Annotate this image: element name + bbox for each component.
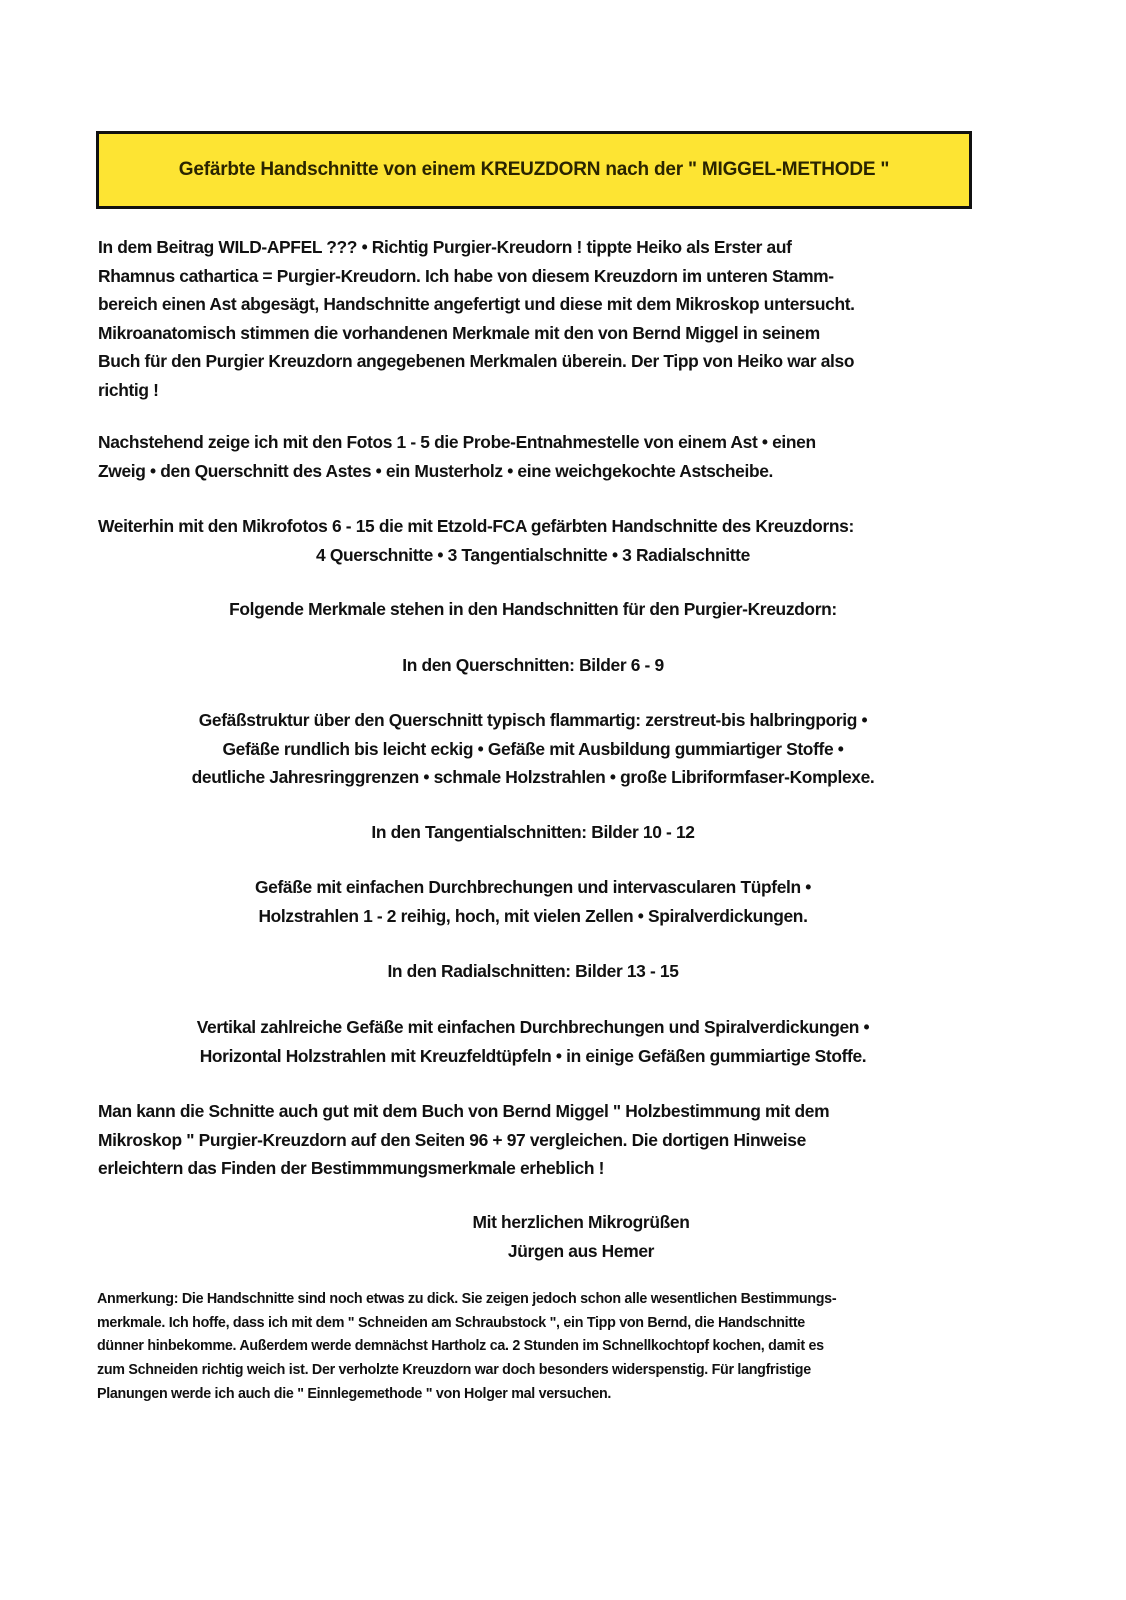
book-paragraph [98, 1097, 978, 1183]
text-line: Anmerkung: Die Handschnitte sind noch etwas zu dick. Sie zeigen jedoch schon alle wesentlichen Bestimmungs- [97, 1291, 837, 1307]
text-line: Buch für den Purgier Kreuzdorn angegebenen Merkmalen überein. Der Tipp von Heiko war also [98, 351, 855, 371]
text-line: Horizontal Holzstrahlen mit Kreuzfeldtüpfeln • in einige Gefäßen gummiartige Stoffe. [199, 1045, 867, 1066]
heading-text: In den Radialschnitten: Bilder 13 - 15 [387, 961, 679, 981]
section-lines-querschnitte [98, 706, 968, 792]
text-line: Gefäßstruktur über den Querschnitt typisch flammartig: zerstreut-bis halbringporig • [198, 710, 868, 730]
text-line: Rhamnus cathartica = Purgier-Kreudorn. Ich habe von diesem Kreuzdorn im unteren Stamm- [98, 265, 834, 286]
document-title: Gefärbte Handschnitte von einem KREUZDORN nach der " MIGGEL-METHODE " [178, 159, 890, 180]
closing [98, 1208, 1064, 1265]
text-line: bereich einen Ast abgesägt, Handschnitte angefertigt und diese mit dem Mikroskop untersucht. [98, 294, 855, 314]
heading-text: In den Querschnitten: Bilder 6 - 9 [402, 655, 664, 675]
text-line: Holzstrahlen 1 - 2 reihig, hoch, mit vielen Zellen • Spiralverdickungen. [258, 905, 808, 926]
section-heading-querschnitte [98, 651, 968, 680]
signature: Jürgen aus Hemer [507, 1240, 655, 1261]
section-lines-tangentialschnitte [98, 873, 968, 930]
microphotos-paragraph [98, 512, 978, 569]
intro-paragraph [98, 233, 978, 404]
text-line: 4 Querschnitte • 3 Tangentialschnitte • 3 Radialschnitte [316, 544, 750, 565]
photos-paragraph [98, 428, 978, 485]
note-paragraph [97, 1288, 977, 1407]
title-banner [96, 131, 972, 209]
text-line: deutliche Jahresringgrenzen • schmale Holzstrahlen • große Libriformfaser-Komplexe. [191, 767, 875, 787]
text-line: Planungen werde ich auch die " Einnlegemethode " von Holger mal versuchen. [97, 1385, 612, 1402]
text-line: Mikroanatomisch stimmen die vorhandenen Merkmale mit den von Bernd Miggel in seinem [98, 322, 820, 343]
section-lines-radialschnitte [98, 1013, 968, 1070]
text-line: Mikroskop " Purgier-Kreuzdorn auf den Seiten 96 + 97 vergleichen. Die dortigen Hinweise [98, 1129, 806, 1150]
heading-text: In den Tangentialschnitten: Bilder 10 - 12 [371, 822, 695, 842]
text-line: Zweig • den Querschnitt des Astes • ein Musterholz • eine weichgekochte Astscheibe. [98, 460, 774, 481]
text-line: dünner hinbekomme. Außerdem werde demnächst Hartholz ca. 2 Stunden im Schnellkochtopf kochen, damit es [97, 1338, 824, 1355]
text-line: Man kann die Schnitte auch gut mit dem Buch von Bernd Miggel " Holzbestimmung mit dem [98, 1101, 830, 1121]
text-line: In dem Beitrag WILD-APFEL ??? • Richtig Purgier-Kreudorn ! tippte Heiko als Erster auf [98, 237, 792, 257]
text-line: Gefäße rundlich bis leicht eckig • Gefäße mit Ausbildung gummiartiger Stoffe • [222, 738, 844, 759]
heading-text: Folgende Merkmale stehen in den Handschnitten für den Purgier-Kreuzdorn: [229, 599, 837, 619]
text-line: Vertikal zahlreiche Gefäße mit einfachen Durchbrechungen und Spiralverdickungen • [196, 1017, 870, 1037]
text-line: richtig ! [98, 379, 159, 400]
greeting: Mit herzlichen Mikrogrüßen [472, 1212, 690, 1232]
text-line: Weiterhin mit den Mikrofotos 6 - 15 die mit Etzold-FCA gefärbten Handschnitte des Kreuzdorns: [98, 516, 854, 536]
text-line: erleichtern das Finden der Bestimmmungsmerkmale erheblich ! [98, 1158, 605, 1178]
features-heading [98, 595, 968, 624]
section-heading-tangentialschnitte [98, 818, 968, 847]
text-line: merkmale. Ich hoffe, dass ich mit dem " Schneiden am Schraubstock ", ein Tipp von Bernd, die Handschnitte [97, 1314, 805, 1331]
section-heading-radialschnitte [98, 957, 968, 986]
text-line: Gefäße mit einfachen Durchbrechungen und intervascularen Tüpfeln • [254, 877, 811, 897]
text-line: Nachstehend zeige ich mit den Fotos 1 - 5 die Probe-Entnahmestelle von einem Ast • einen [98, 432, 816, 452]
text-line: zum Schneiden richtig weich ist. Der verholzte Kreuzdorn war doch besonders widerspenstig. Für langfristige [97, 1362, 811, 1379]
